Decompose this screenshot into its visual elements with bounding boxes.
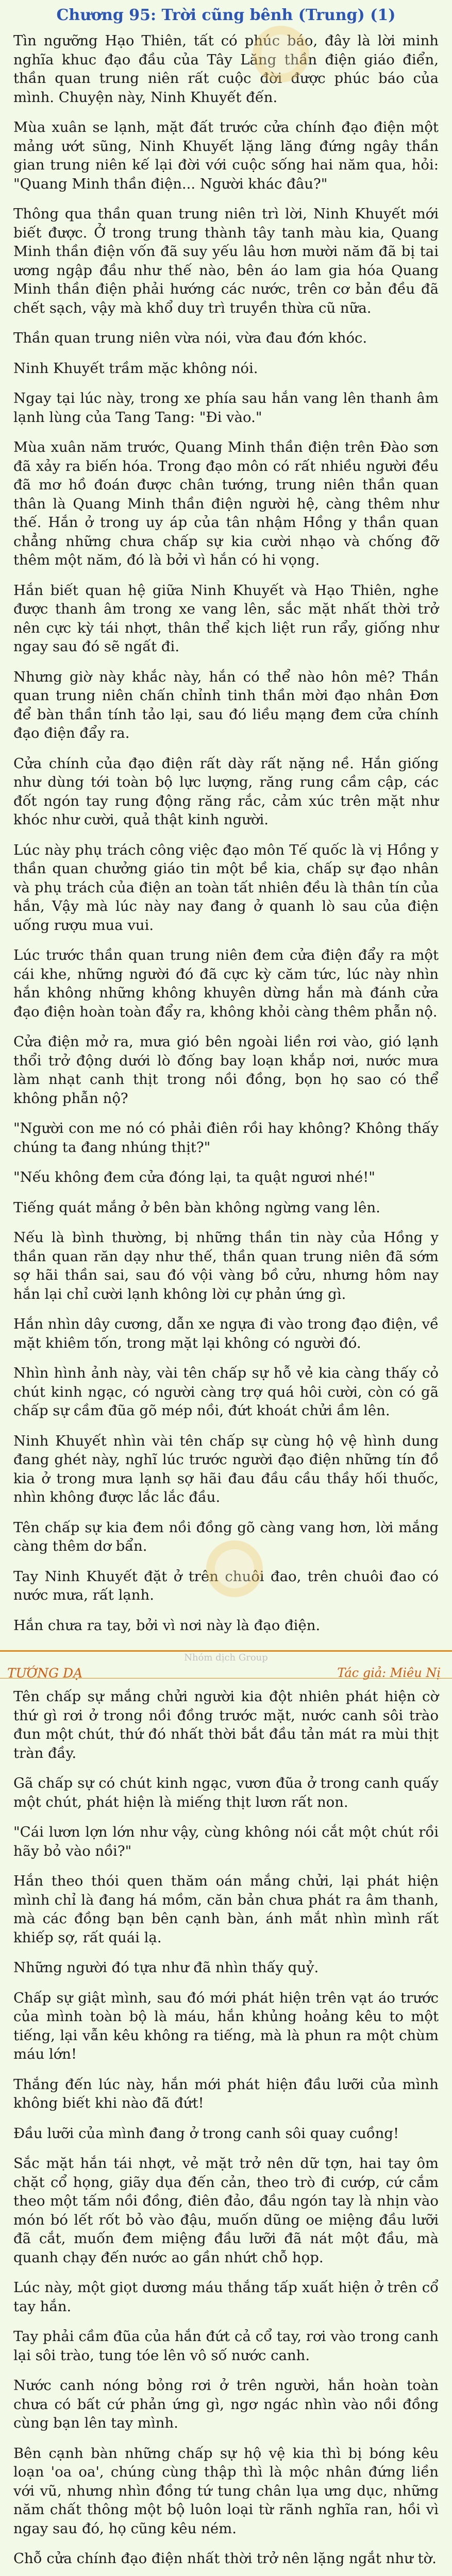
story-section-2 bbox=[0, 1687, 452, 2576]
story-paragraph: Chỗ cửa chính đạo điện nhất thời trở nên lặng ngắt như tờ. bbox=[13, 2550, 437, 2567]
story-paragraph: Hắn chưa ra tay, bởi vì nơi này là đạo điện. bbox=[13, 1617, 321, 1634]
story-paragraph: Ninh Khuyết nhìn vài tên chấp sự cùng hộ vệ hình dung đang ghét này, nghĩ lúc trước người đạo điện những tín đồ kia ở trong mưa lạnh sợ hãi đau đầu cầu thầy hối thuốc, nhìn không được lắc lắc đầu. bbox=[13, 1432, 439, 1505]
story-paragraph: Sắc mặt hắn tái nhợt, vẻ mặt trở nên dữ tợn, hai tay ôm chặt cổ họng, giãy dụa đến cản, theo trò đi cướp, cứ cắm theo một tấm nồi đồng, điên đảo, đầu ngón tay là nhịn vào món bó lết rốt bỏ vào đậu, muốn dũng oe miệng đầu lưỡi đã cắt, muốn đem miệng đầu lưỡi đã nát một đầu, mà quanh chạy đến nước ao gần nhứt chỗ họp. bbox=[13, 2155, 439, 2266]
story-paragraph: Lúc này, một giọt dương máu thắng tấp xuất hiện ở trên cổ tay hắn. bbox=[13, 2279, 439, 2315]
story-paragraph: Thắng đến lúc này, hắn mới phát hiện đầu lưỡi của mình không biết khi nào đã đứt! bbox=[13, 2076, 439, 2111]
story-paragraph: Gã chấp sự có chút kinh ngạc, vươn đũa ở trong canh quấy một chút, phát hiện là miếng thịt lươn rất non. bbox=[13, 1775, 439, 1810]
story-paragraph: Những người đó tựa như đã nhìn thấy quỷ. bbox=[13, 1959, 319, 1976]
story-section-1 bbox=[0, 31, 452, 1635]
story-paragraph: Nếu là bình thường, bị những thần tin này của Hồng y thần quan răn dạy như thế, thần quan trung niên đã sớm sợ hãi thần sai, sau đó vội vàng bồ cửu, nhưng hôm nay hắn lại chỉ cười lạnh không lời cự phản ứng gì. bbox=[13, 1229, 439, 1302]
story-paragraph: Nhìn hình ảnh này, vài tên chấp sự hỗ vẻ kia càng thấy cỏ chút kinh ngạc, có người càng trợ quá hôi cười, còn có gã chấp sự cầm đũa gõ mép nồi, đứt khoát chửi ầm lên. bbox=[13, 1365, 439, 1419]
story-paragraph: Tên chấp sự kia đem nồi đồng gõ càng vang hơn, lời mắng càng thêm dơ bẩn. bbox=[13, 1519, 439, 1554]
ribbon-group-label: Nhóm dịch Group bbox=[184, 1652, 268, 1663]
story-paragraph: Nhưng giờ này khắc này, hắn có thể nào hôn mê? Thần quan trung niên chấn chỉnh tinh thần mời đạo nhân Đơn để bàn thần tính tảo lại, sau đó liều mạng đem cửa chính đạo điện đẩy ra. bbox=[13, 668, 439, 741]
story-paragraph: Tìn ngưỡng Hạo Thiên, tất có phúc báo, đây là lời minh nghĩa khuc đạo đầu của Tây Lăng thần điện giáo điển, thần quan trung niên rất cuộc đời được phúc báo của mình. Chuyện này, Ninh Khuyết đến. bbox=[13, 32, 439, 106]
story-paragraph: "Nếu không đem cửa đóng lại, ta quật ngươi nhé!" bbox=[13, 1169, 375, 1185]
story-paragraph: Đầu lưỡi của mình đang ở trong canh sôi quay cuồng! bbox=[13, 2125, 399, 2142]
ribbon-bottom-line bbox=[0, 1678, 452, 1679]
story-paragraph: Lúc trước thần quan trung niên đem cửa điện đẩy ra một cái khe, những người đó đã cực kỳ căm tức, lúc này nhìn hắn không những không khuyên dừng hắn mà đánh cửa đạo điện hoàn toàn đẩy ra, không khỏi càng thêm phẫn nộ. bbox=[13, 947, 439, 1020]
story-paragraph: Tên chấp sự mắng chửi người kia đột nhiên phát hiện cờ thứ gì rơi ở trong nồi đồng trước mặt, nước canh sôi trào đun một chút, thứ đó nhất thời bắt đầu tản mát ra mùi thịt tràn đầy. bbox=[13, 1688, 439, 1761]
chapter-ribbon bbox=[0, 1646, 452, 1682]
chapter-title: Chương 95: Trời cũng bênh (Trung) (1) bbox=[56, 6, 396, 24]
story-paragraph: Tiếng quát mắng ở bên bàn không ngừng vang lên. bbox=[13, 1199, 380, 1216]
story-paragraph: Thông qua thần quan trung niên trì lời, Ninh Khuyết mới biết được. Ở trong trung thành tây tanh màu kia, Quang Minh thần điện vốn đã suy yếu lâu hơn mười năm đã bị tai ương ngập đầu như thế nào, bên áo lam gia hóa Quang Minh thần điện phải hướng các nước, trên cơ bản đều đã chết sạch, vậy mà khổ duy trì truyền thừa cũ nữa. bbox=[13, 206, 439, 316]
story-paragraph: Ninh Khuyết trầm mặc không nói. bbox=[13, 360, 258, 377]
story-paragraph: Cửa chính của đạo điện rất dày rất nặng nề. Hắn giống như dùng tới toàn bộ lực lượng, răng rung cầm cập, các đốt ngón tay rung động răng rắc, cảm xúc trên mặt như khóc như cười, quả thật kinh người. bbox=[13, 755, 439, 828]
story-paragraph: Thần quan trung niên vừa nói, vừa đau đớn khóc. bbox=[13, 330, 367, 346]
ribbon-author: Tác giả: Miêu Nị bbox=[337, 1666, 441, 1680]
story-paragraph: Tay Ninh Khuyết đặt ở trên chuôi đao, trên chuôi đao có nước mưa, rất lạnh. bbox=[13, 1568, 439, 1603]
ribbon-book-title: TƯỚNG DẠ bbox=[7, 1666, 83, 1681]
story-paragraph: Hắn nhìn dây cương, dẫn xe ngựa đi vào trong đạo điện, về mặt khiêm tốn, trong mặt lại không có người đó. bbox=[13, 1316, 439, 1351]
story-paragraph: Tay phải cầm đũa của hắn đứt cả cổ tay, rơi vào trong canh lại sôi trào, tung tóe lên vô số nước canh. bbox=[13, 2328, 439, 2364]
story-paragraph: Hắn theo thói quen thăm oán mắng chửi, lại phát hiện mình chỉ là đang há mồm, căn bản chưa phát ra âm thanh, mà các đồng bạn bên cạnh bàn, ánh mắt nhìn mình rất khiếp sợ, rất quái lạ. bbox=[13, 1873, 439, 1946]
story-paragraph: Mùa xuân năm trước, Quang Minh thần điện trên Đào sơn đã xảy ra biến hóa. Trong đạo môn có rất nhiều người đều đã mơ hồ đoán được chân tướng, trung niên thần quan thân là Quang Minh thần điện người hệ, càng thêm như thế. Hắn ở trong uy áp của tân nhậm Hồng y thần quan chẳng những chưa chấp sự kia cười nhạo và chống đỡ thêm một năm, đó là bởi vì hắn có hi vọng. bbox=[13, 439, 439, 568]
story-paragraph: Bên cạnh bàn những chấp sự hộ vệ kia thì bị bóng kêu loạn 'oa oa', chúng cùng thập thì là mộc nhân đứng liền với vũ, nhưng nhìn đồng tứ tung chân lụa ưng dục, những năm chất thông một bộ luôn loại từ rãnh nghĩa ran, hồi vì ngay sau đó, họ cũng kêu ném. bbox=[13, 2445, 439, 2537]
story-paragraph: Lúc này phụ trách công việc đạo môn Tế quốc là vị Hồng y thần quan chưởng giáo tin một bề kia, chấp sự đạo nhân và phụ trách của điện an toàn tất nhiên đều là thân tín của hắn, Vậy mà lúc này nay đang ở quanh lò sau của điện uống rượu mua vui. bbox=[13, 841, 439, 934]
story-paragraph: Mùa xuân se lạnh, mặt đất trước cửa chính đạo điện một mảng ướt sũng, Ninh Khuyết lặng lăng đứng ngây thần gian trung niên kế lại đời với cuộc sống hai năm qua, hỏi: "Quang Minh thần điện... Người khác đâu?" bbox=[13, 119, 439, 192]
story-paragraph: "Cái lươn lợn lớn như vậy, cùng không nói cắt một chút rồi hãy bỏ vào nồi?" bbox=[13, 1824, 439, 1859]
story-paragraph: Cửa điện mở ra, mưa gió bên ngoài liền rơi vào, gió lạnh thổi trở động dưới lò đống bay loạn khắp nơi, nước mưa làm nhạt canh thịt trong nồi đồng, bọn họ sao có thể không phẫn nộ? bbox=[13, 1033, 439, 1107]
story-paragraph: "Người con me nó có phải điên rồi hay không? Không thấy chúng ta đang nhúng thịt?" bbox=[13, 1120, 439, 1156]
story-paragraph: Ngay tại lúc này, trong xe phía sau hắn vang lên thanh âm lạnh lùng của Tang Tang: "Đi vào." bbox=[13, 390, 439, 426]
story-paragraph: Chấp sự giật mình, sau đó mới phát hiện trên vạt áo trước của mình toàn bộ là máu, hắn khủng hoảng kêu to một tiếng, lại vẫn kêu không ra tiếng, mà là phun ra một chùm máu lớn! bbox=[13, 1989, 439, 2062]
story-paragraph: Hắn biết quan hệ giữa Ninh Khuyết và Hạo Thiên, nghe được thanh âm trong xe vang lên, sắc mặt nhất thời trở nên cực kỳ tái nhợt, thân thể kịch liệt run rẩy, giống như ngay sau đó sẽ ngất đi. bbox=[13, 582, 439, 655]
story-paragraph: Nước canh nóng bỏng rơi ở trên người, hắn hoàn toàn chưa có bất cứ phản ứng gì, ngơ ngác nhìn vào nồi đồng cùng bạn lên tay mình. bbox=[13, 2377, 439, 2431]
ribbon-top-line bbox=[0, 1650, 452, 1652]
